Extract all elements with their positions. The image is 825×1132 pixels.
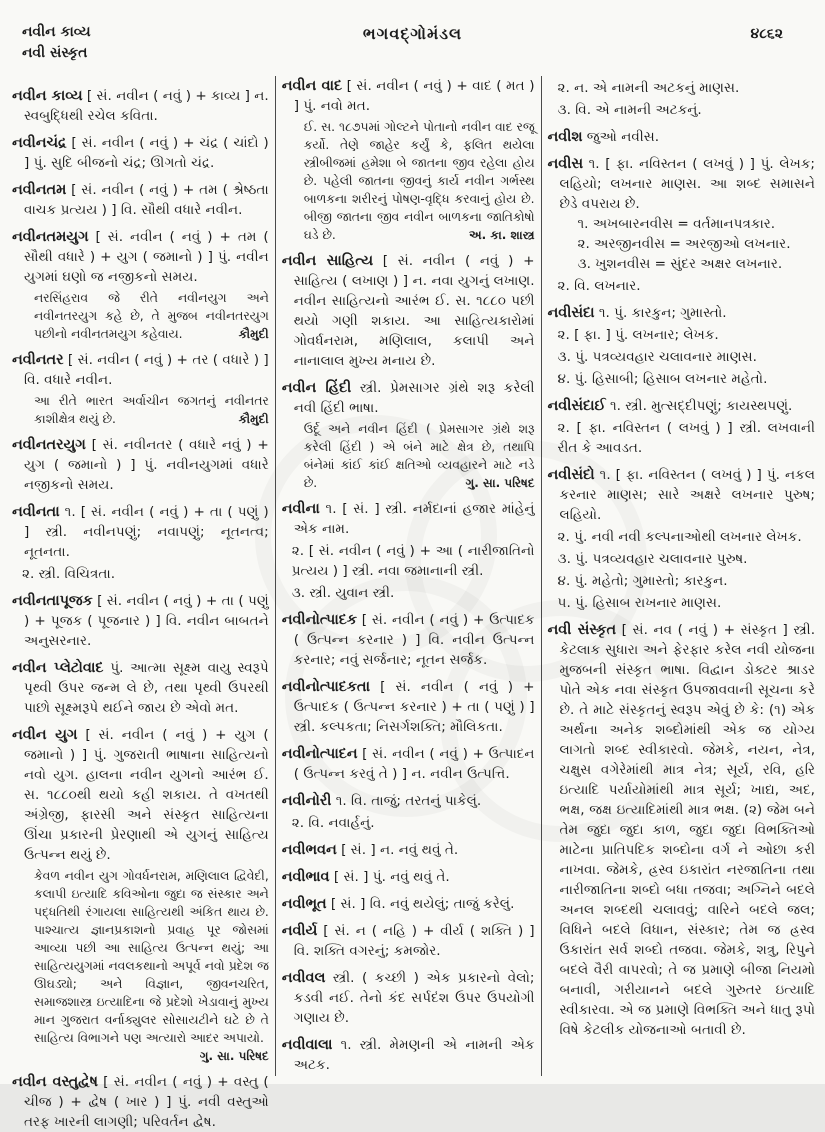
definition-text: [ સં. ન ( નહિ ) + વીર્ય ( શક્તિ ) ] વિ. શક્તિ વગરનું; કમજોર.: [293, 923, 535, 959]
dictionary-entry: [282, 867, 535, 887]
entry-headword: નવીસંદાઈ: [547, 398, 606, 414]
entry-headword: નવીનતમ: [12, 182, 67, 198]
definition-text: [ સં. નવ ( નવું ) + સંસ્કૃત ] સ્ત્રી. કેટલાક સુધારા અને ફેરફાર કરેલ નવી યોજના મુજબની સંસ્કૃત ભાષા. વિદ્વાન ડોક્ટર શ્રાડર પોતે એક નવા સંસ્કૃત ઉપજાવવાની સૂચના કરે છે. તે માટે સંસ્કૃતનું સ્વરૂપ એવું છે કે: (૧) એક અર્થના અનેક શબ્દોમાંથી એક જ યોગ્ય લાગતો શબ્દ સ્વીકારવો. જેમકે, નયન, નેત્ર, ચક્ષુસ વગેરેમાંથી માત્ર નેત્ર; સૂર્ય, રવિ, હરિ ઇત્યાદિ પર્યાયોમાંથી માત્ર સૂર્ય; ખાદ્ય, અદ, ભક્ષ, જક્ષ ઇત્યાદિમાંથી માત્ર ભક્ષ. (૨) જેમ બને તેમ જુદા જુદા કાળ, જુદા જુદા વિભક્તિઓ માટેના પ્રાતિપદિક શબ્દોના વર્ગ ને ઓછા કરી નાખવા. જેમકે, હ્રસ્વ ઇકારાંત નરજાતિના તથા નારીજાતિના શબ્દો બધા તજવા; અગ્નિને બદલે અનલ શબ્દથી ચલાવવું; વારિને બદલે જલ; વિધિને બદલે વિધાન, સંસ્કાર; તેમ જ હ્રસ્વ ઉકારાંત સર્વ શબ્દો તજવા. જેમકે, શત્રુ, રિપુને બદલે વૈરી વાપરવો; તે જ પ્રમાણે બીજા નિયમો બનાવી, ગરીયાનને બદલે ગુરુતર ઇત્યાદિ સ્વીકારવા. એ જ પ્રમાણે વિભક્તિ અને ધાતુ રૂપો વિષે કેટલીક યોજનાઓ બતાવી છે.: [559, 622, 816, 1038]
definition-text: પું. આત્મા સૂક્ષ્મ વાયુ સ્વરૂપે પૃથ્વી ઉપર જન્મ લે છે, તથા પૃથ્વી ઉપરથી પાછો સૂક્ષ્મરૂપે થઈને જાય છે એવો મત.: [24, 660, 269, 716]
definition-text: ૧. વિ. તાજું; તરતનું પાકેલું.: [335, 793, 482, 809]
entry-headword: નવીન હિંદી: [281, 380, 352, 396]
entry-definition: [12, 502, 269, 562]
dictionary-entry: [282, 791, 535, 833]
entry-sub-sense: ૨. વિ. લખનાર.: [557, 278, 641, 294]
compound-example: ૧. અખબારનવીસ = વર્તમાનપત્રકાર.: [577, 216, 776, 232]
entry-headword: નવીભાવ: [281, 869, 330, 885]
entry-definition: [282, 378, 535, 418]
entry-headword: નવીવાલા: [281, 1037, 333, 1053]
entry-definition: [12, 133, 269, 173]
citation-quote: [304, 118, 535, 244]
entry-definition: [282, 744, 535, 784]
entry-definition: [282, 677, 535, 737]
citation-source: ગુ. સા. પરિષદ: [199, 1049, 269, 1063]
dictionary-entry: [282, 677, 535, 737]
page-header: [0, 0, 825, 70]
entry-sub-sense: ૨. [ ફા. ] પું. લખનાર; લેખક.: [557, 327, 719, 343]
entry-headword: નવીનતર: [12, 352, 64, 368]
entry-definition: [12, 1072, 269, 1132]
entry-definition: [12, 350, 269, 390]
dictionary-entry: [12, 350, 269, 428]
entry-sub-sense: ૩. વિ. એ નામની અટકનું.: [557, 102, 702, 118]
dictionary-entry: [282, 921, 535, 961]
entry-definition: [548, 303, 816, 323]
definition-text: [ સં. નવીન ( નવું ) + ઉત્પાદક ( ઉત્પન્ન કરનાર ) ] વિ. નવીન ઉત્પન્ન કરનાર; નવું સર્જનાર; નૂતન સર્જક.: [293, 612, 535, 668]
dictionary-entry: [12, 180, 269, 220]
entry-headword: નવીસ: [547, 156, 583, 172]
citation-quote: [34, 867, 269, 1065]
entry-headword: નવીભૂત: [281, 896, 327, 912]
dictionary-entry: [12, 133, 269, 173]
entry-headword: નવીશ: [547, 129, 583, 145]
dictionary-entry: [12, 86, 269, 126]
entry-headword: નવીનોત્પાદકતા: [281, 679, 370, 695]
entry-definition: [282, 968, 535, 1028]
entry-definition: [548, 127, 816, 147]
entry-headword: નવીનતરયુગ: [12, 437, 86, 453]
definition-text: ૧. [ સં. નવીન ( નવું ) + તા ( પણું ) ] સ્ત્રી. નવીનપણું; નવાપણું; નૂતનત્વ; નૂતનતા.: [24, 504, 269, 560]
dictionary-entry: [282, 744, 535, 784]
definition-text: [ સં. નવીન ( નવું ) + ચંદ્ર ( ચાંદો ) ] પું. સુદિ બીજનો ચંદ્ર; ઊગતો ચંદ્ર.: [24, 135, 269, 171]
entry-definition: [12, 180, 269, 220]
column-1: [12, 76, 269, 1130]
dictionary-entry: [12, 591, 269, 651]
entry-definition: [282, 867, 535, 887]
dictionary-entry: [282, 499, 535, 603]
citation-source: અ. કા. શાસ્ત્ર: [468, 228, 535, 242]
entry-definition: [282, 840, 535, 860]
definition-text: [ સં. નવીન ( નવું ) + ઉત્પાદન ( ઉત્પન્ન કરવું તે ) ] ન. નવીન ઉત્પત્તિ.: [293, 746, 535, 782]
definition-text: [ સં. નવીન ( નવું ) + યુગ ( જમાનો ) ] પું. ગુજરાતી ભાષાના સાહિત્યનો નવો યુગ. હાલના નવીન યુગનો આરંભ ઈ. સ. ૧૮૮૦થી થયો કહી શકાય. તે વખતથી અંગ્રેજી, ફારસી અને સંસ્કૃત સાહિત્યના ઊંચા પ્રકારની પ્રેરણાથી એ યુગનું સાહિત્ય ઉત્પન્ન થયું છે.: [24, 727, 269, 863]
entry-sub-sense: ૫. પું. હિસાબ રાખનાર માણસ.: [557, 595, 722, 611]
entry-headword: નવીભવન: [281, 842, 337, 858]
entry-definition: [548, 465, 816, 525]
definition-text: ૧. સ્ત્રી. મેમણની એ નામની એક અટક.: [293, 1037, 535, 1073]
dictionary-entry: [548, 303, 816, 389]
quote-text: આ રીતે ભારત અર્વાચીન જગતનું નવીનતર કાશીક્ષેત્ર થયું છે.: [34, 394, 269, 426]
entry-headword: નવીનતા: [12, 504, 60, 520]
dictionary-entry: [282, 251, 535, 371]
entry-headword: નવીન કાવ્ય: [12, 88, 83, 104]
quote-text: નરસિંહરાવ જે રીતે નવીનયુગ અને નવીનતરયુગ કહે છે, તે મુજબ નવીનતરયુગ પછીનો નવીનતમયુગ કહેવાય.: [34, 291, 269, 341]
entry-sub-sense: ૩. પું. પત્રવ્યવહાર ચલાવનાર માણસ.: [557, 349, 757, 365]
entry-sub-sense: ૩. પું. પત્રવ્યવહાર ચલાવનાર પુરુષ.: [557, 551, 748, 567]
dictionary-entry: [548, 396, 816, 458]
entry-definition: [12, 658, 269, 718]
column-divider: [275, 76, 276, 1076]
definition-text: ૧. સ્ત્રી. મુત્સદ્દીપણું; કાયસ્થપણું.: [609, 398, 793, 414]
entry-sub-sense: ૪. પું. હિસાબી; હિસાબ લખનાર મહેતો.: [557, 371, 768, 387]
entry-headword: નવીનચંદ્ર: [12, 135, 67, 151]
entry-headword: નવીન વસ્તુદ્વેષ: [12, 1074, 98, 1090]
definition-text: ૧. [ ફા. નવિસ્તન ( લખવું ) ] પું. લેખક; લહિયો; લખનાર માણસ. આ શબ્દ સમાસને છેડે વપરાય છે.: [559, 156, 816, 212]
quote-text: ઉર્દૂ અને નવીન હિંદી ( પ્રેમસાગર ગ્રંથે શરૂ કરેલી હિંદી ) એ બંને માટે ક્ષેત્ર છે, તથાપિ બંનેમાં કાંઈ કાંઈ ક્ષતિઓ વ્યવહારને માટે નડે છે.: [303, 422, 535, 490]
entry-definition: [12, 725, 269, 865]
entry-headword: નવીર્ય: [281, 923, 318, 939]
entry-definition: [12, 591, 269, 651]
citation-source: કૌમુદી: [238, 412, 269, 426]
entry-definition: [548, 154, 816, 214]
dictionary-entry: [548, 78, 816, 120]
entry-headword: નવીન યુગ: [12, 727, 78, 743]
dictionary-entry: [548, 154, 816, 296]
citation-source: કૌમુદી: [238, 327, 269, 341]
compound-example: ૨. અરજીનવીસ = અરજીઓ લખનાર.: [577, 236, 791, 252]
definition-text: [ સં. નવીન ( નવું ) + કાવ્ય ] ન. સ્વબુદ્ધિથી રચેલ કવિતા.: [24, 88, 269, 124]
entry-definition: [12, 86, 269, 126]
entry-definition: [548, 396, 816, 416]
dictionary-entry: [12, 1072, 269, 1132]
entry-headword: નવીન પ્લેટોવાદ: [12, 660, 104, 676]
entry-definition: [282, 921, 535, 961]
dictionary-entry: [12, 435, 269, 495]
dictionary-entry: [12, 502, 269, 584]
entry-definition: [12, 435, 269, 495]
entry-definition: [282, 1035, 535, 1075]
entry-headword: નવીનોત્પાદક: [281, 612, 357, 628]
page-number: ૪૮૬૨: [750, 26, 783, 42]
definition-text: ૧. [ ફા. નવિસ્તન ( લખવું ) ] પું. નકલ કરનાર માણસ; સારે અક્ષરે લખનાર પુરુષ; લહિયો.: [559, 467, 816, 523]
entry-headword: નવીસંદા: [547, 305, 595, 321]
entry-sub-sense: ૨. વિ. નવાર્હનું.: [291, 815, 375, 831]
entry-headword: નવીવલ: [281, 970, 326, 986]
citation-source: ગુ. સા. પરિષદ: [465, 476, 535, 490]
definition-text: [ સં. નવીન ( નવું ) + તા ( પણું ) + પૂજક ( પૂજનાર ) ] વિ. નવીન બાબતને અનુસરનાર.: [24, 593, 269, 649]
dictionary-entry: [548, 620, 816, 1040]
book-title: ભગવદ્ગોમંડલ: [362, 24, 463, 43]
entry-definition: [282, 76, 535, 116]
entry-sub-sense: ૩. સ્ત્રી. યુવાન સ્ત્રી.: [291, 585, 395, 601]
entry-definition: [548, 620, 816, 1040]
definition-text: જુઓ નવીસ.: [586, 129, 660, 145]
quote-text: કેવળ નવીન યુગ ગોવર્ધનરામ, મણિલાલ દ્વિવેદી, કલાપી ઇત્યાદિ કવિઓના જુદા જ સંસ્કાર અને પદ્ધતિથી રંગાયલા સાહિત્યથી અંકિત થાય છે. પાશ્ચાત્ય જ્ઞાનપ્રકાશનો પ્રવાહ પૂર જોસમાં આવ્યા પછી આ સાહિત્ય ઉત્પન્ન થયું; આ સાહિત્યયુગમાં નવલકથાનો અપૂર્વ નવો પ્રદેશ જ ઊઘડ્યો; અને વિજ્ઞાન, જીવનચરિત, સમાજશાસ્ત્ર ઇત્યાદિના જે પ્રદેશો ખેડાવાનું મુખ્ય માન ગુજરાત વર્નાક્યુલર સોસાયટીને ઘટે છે તે સાહિત્ય વિભાગને પણ અત્યારો આદર અપાયો.: [34, 869, 269, 1045]
quote-text: ઈ. સ. ૧૮૭૫માં ગોલ્ટને પોતાનો નવીન વાદ રજૂ કર્યો. તેણે જાહેર કર્યું કે, ફલિત થયેલા સ્ત્રીબીજમાં હમેશા બે જાતના જીવ રહેલા હોય છે. પહેલી જાતના જીવનું કાર્ય નવીન ગર્ભસ્થ બાળકના શરીરનું પોષણ-વૃદ્ધિ કરવાનું હોય છે. બીજી જાતના જીવ નવીન બાળકના જાતિકોષો ઘડે છે.: [303, 120, 535, 242]
entry-definition: [282, 894, 535, 914]
citation-quote: [34, 289, 269, 343]
column-2: [282, 76, 535, 1076]
entry-headword: નવીનતમયુગ: [12, 229, 89, 245]
citation-quote: [34, 392, 269, 428]
definition-text: [ સં. નવીન ( નવું ) + ઉત્પાદક ( ઉત્પન્ન કરનાર ) + તા ( પણું ) ] સ્ત્રી. કલ્પકતા; નિસર્ગશક્તિ; મૌલિકતા.: [293, 679, 535, 735]
dictionary-entry: [12, 725, 269, 1065]
entry-definition: [12, 227, 269, 287]
dictionary-entry: [282, 610, 535, 670]
dictionary-entry: [282, 840, 535, 860]
dictionary-entry: [12, 227, 269, 343]
entry-headword: નવીન સાહિત્ય: [281, 253, 374, 269]
definition-text: ૧. [ સં. ] સ્ત્રી. નર્મદાનાં હજાર માંહેનું એક નામ.: [293, 501, 535, 537]
entry-sub-sense: ૨. પું. નવી નવી કલ્પનાઓથી લખનાર લેખક.: [557, 529, 802, 545]
entry-headword: નવીનતાપૂજક: [12, 593, 93, 609]
entry-headword: નવીના: [281, 501, 320, 517]
dictionary-entry: [12, 658, 269, 718]
dictionary-entry: [282, 894, 535, 914]
entry-definition: [282, 610, 535, 670]
running-head-first-word: નવીન કાવ્ય: [22, 24, 91, 40]
dictionary-entry: [282, 968, 535, 1028]
entry-sub-sense: ૪. પું. મહેતો; ગુમાસ્તો; કારકુન.: [557, 573, 728, 589]
dictionary-entry: [548, 127, 816, 147]
compound-example: ૩. ખુશનવીસ = સુંદર અક્ષર લખનાર.: [577, 256, 783, 272]
dictionary-entry: [548, 465, 816, 613]
column-3: [548, 76, 816, 1076]
definition-text: સ્ત્રી. ( કચ્છી ) એક પ્રકારનો વેલો; કડવી નઈ. તેનો કંદ સર્પદંશ ઉપર ઉપયોગી ગણાય છે.: [293, 970, 535, 1026]
entry-sub-sense: ૨. સ્ત્રી. વિચિત્રતા.: [22, 566, 116, 582]
definition-text: [ સં. નવીન ( નવું ) + તમ ( સૌથી વધારે ) + યુગ ( જમાનો ) ] પું. નવીન યુગમાં ઘણો જ નજીકનો સમય.: [24, 229, 269, 285]
definition-text: [ સં. ] વિ. નવું થયેલું; તાજું કરેલું.: [330, 896, 515, 912]
definition-text: [ સં. નવીન ( નવું ) + સાહિત્ય ( લખાણ ) ] ન. નવા યુગનું લખાણ. નવીન સાહિત્યનો આરંભ ઈ. સ. ૧૮૮૦ પછી થયો ગણી શકાય. આ સાહિત્યકારોમાં ગોવર્ધનરામ, મણિલાલ, કલાપી અને નાનાલાલ મુખ્ય મનાય છે.: [293, 253, 535, 369]
entry-sub-sense: ૨. ન. એ નામની અટકનું માણસ.: [557, 80, 740, 96]
entry-headword: નવી સંસ્કૃત: [547, 622, 617, 638]
definition-text: [ સં. નવીનતર ( વધારે નવું ) + યુગ ( જમાનો ) ] પું. નવીનયુગમાં વધારે નજીકનો સમય.: [24, 437, 269, 493]
running-head-last-word: નવી સંસ્કૃત: [22, 45, 88, 61]
definition-text: [ સં. નવીન ( નવું ) + વાદ ( મત ) ] પું. નવો મત.: [293, 78, 535, 114]
entry-sub-sense: ૨. [ ફા. નવિસ્તન ( લખવું ) ] સ્ત્રી. લખવાની રીત કે આવડત.: [557, 420, 816, 456]
definition-text: [ સં. નવીન ( નવું ) + વસ્તુ ( ચીજ ) + દ્વેષ ( ખાર ) ] પું. નવી વસ્તુઓ તરફ ખારની લાગણી; પરિવર્તન દ્વેષ.: [24, 1074, 269, 1130]
entry-headword: નવીનોરી: [281, 793, 332, 809]
definition-text: [ સં. નવીન ( નવું ) + તમ ( શ્રેષ્ઠતા વાચક પ્રત્યય ) ] વિ. સૌથી વધારે નવીન.: [24, 182, 269, 218]
definition-text: [ સં. નવીન ( નવું ) + તર ( વધારે ) ] વિ. વધારે નવીન.: [24, 352, 269, 388]
dictionary-entry: [282, 76, 535, 244]
entry-headword: નવીનોત્પાદન: [281, 746, 358, 762]
entry-definition: [282, 251, 535, 371]
entry-definition: [282, 791, 535, 811]
definition-text: સ્ત્રી. પ્રેમસાગર ગ્રંથે શરૂ કરેલી નવી હિંદી ભાષા.: [293, 380, 535, 416]
definition-text: ૧. પું. કારકુન; ગુમાસ્તો.: [598, 305, 727, 321]
definition-text: [ સં. ] પું. નવું થવું તે.: [333, 869, 450, 885]
definition-text: [ સં. ] ન. નવું થવું તે.: [341, 842, 459, 858]
dictionary-entry: [282, 1035, 535, 1075]
entry-headword: નવીન વાદ: [281, 78, 343, 94]
citation-quote: [304, 420, 535, 492]
column-divider: [541, 76, 542, 1076]
entry-definition: [282, 499, 535, 539]
entry-headword: નવીસંદો: [547, 467, 595, 483]
entry-sub-sense: ૨. [ સં. નવીન ( નવું ) + આ ( નારીજાતિનો પ્રત્યય ) ] સ્ત્રી. નવા જમાનાની સ્ત્રી.: [291, 543, 535, 579]
dictionary-entry: [282, 378, 535, 492]
columns: [0, 70, 825, 1130]
